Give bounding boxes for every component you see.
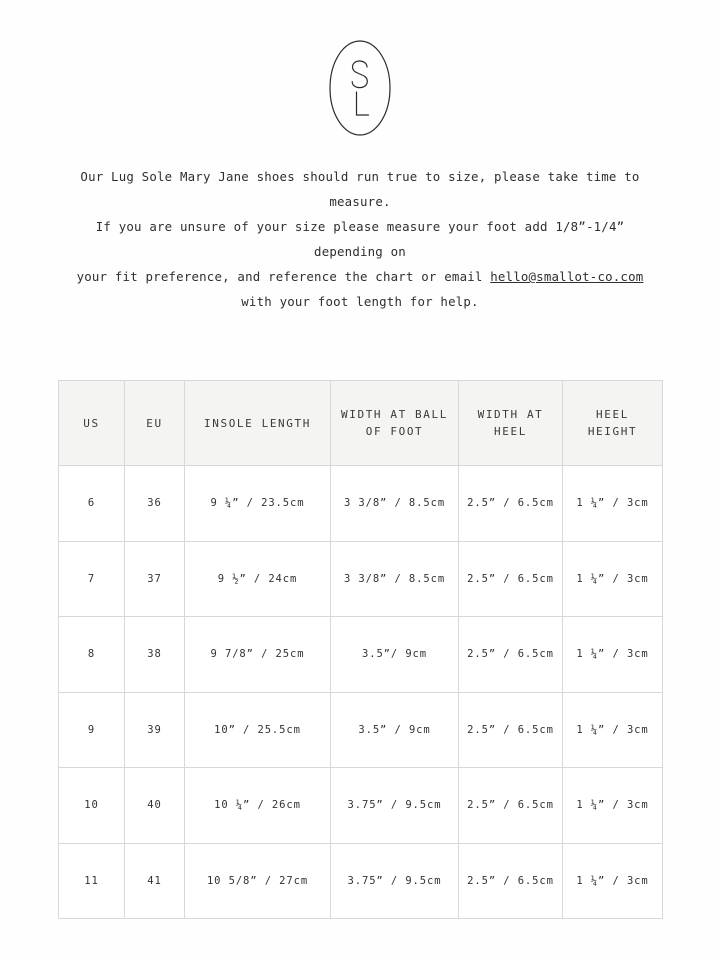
intro-copy — [60, 164, 660, 314]
column-header-eu: EU — [125, 381, 185, 466]
cell-us: 9 — [59, 692, 125, 768]
cell-width-ball: 3.75” / 9.5cm — [331, 843, 459, 919]
table-header — [59, 381, 663, 466]
table-header-row — [59, 381, 663, 466]
cell-insole: 10 ¼” / 26cm — [185, 768, 331, 844]
cell-eu: 39 — [125, 692, 185, 768]
cell-width-heel: 2.5” / 6.5cm — [459, 541, 563, 617]
size-chart-table-wrap — [58, 380, 662, 919]
cell-us: 10 — [59, 768, 125, 844]
cell-us: 6 — [59, 466, 125, 542]
cell-width-ball: 3 3/8” / 8.5cm — [331, 541, 459, 617]
cell-insole: 9 ¼” / 23.5cm — [185, 466, 331, 542]
cell-insole: 9 ½” / 24cm — [185, 541, 331, 617]
column-header-heel-height-line-2: HEIGHT — [587, 425, 638, 438]
cell-width-heel: 2.5” / 6.5cm — [459, 843, 563, 919]
cell-heel-height: 1 ¼” / 3cm — [563, 466, 663, 542]
table-row — [59, 541, 663, 617]
column-header-width-at-heel — [459, 381, 563, 466]
cell-eu: 38 — [125, 617, 185, 693]
table-row — [59, 843, 663, 919]
cell-eu: 41 — [125, 843, 185, 919]
size-chart-table — [58, 380, 663, 919]
column-header-insole-length: INSOLE LENGTH — [185, 381, 331, 466]
contact-email-link[interactable]: hello@smallot-co.com — [490, 269, 644, 284]
table-row — [59, 466, 663, 542]
intro-line-3 — [60, 264, 660, 289]
column-header-heel-width-line-1: WIDTH AT — [477, 408, 544, 421]
cell-eu: 37 — [125, 541, 185, 617]
table-row — [59, 617, 663, 693]
cell-width-ball: 3 3/8” / 8.5cm — [331, 466, 459, 542]
column-header-ball-line-2: OF FOOT — [365, 425, 424, 438]
table-row — [59, 768, 663, 844]
intro-line-4: with your foot length for help. — [241, 294, 479, 309]
cell-eu: 36 — [125, 466, 185, 542]
cell-insole: 10 5/8” / 27cm — [185, 843, 331, 919]
cell-width-ball: 3.5”/ 9cm — [331, 617, 459, 693]
cell-eu: 40 — [125, 768, 185, 844]
cell-width-heel: 2.5” / 6.5cm — [459, 692, 563, 768]
cell-heel-height: 1 ¼” / 3cm — [563, 768, 663, 844]
cell-us: 7 — [59, 541, 125, 617]
cell-heel-height: 1 ¼” / 3cm — [563, 843, 663, 919]
column-header-heel-height — [563, 381, 663, 466]
cell-width-ball: 3.5” / 9cm — [331, 692, 459, 768]
cell-us: 8 — [59, 617, 125, 693]
cell-us: 11 — [59, 843, 125, 919]
column-header-width-at-ball-of-foot — [331, 381, 459, 466]
cell-heel-height: 1 ¼” / 3cm — [563, 617, 663, 693]
intro-line-2: If you are unsure of your size please measure your foot add 1/8”-1/4” depending on — [95, 219, 625, 259]
cell-insole: 10” / 25.5cm — [185, 692, 331, 768]
cell-heel-height: 1 ¼” / 3cm — [563, 692, 663, 768]
cell-width-ball: 3.75” / 9.5cm — [331, 768, 459, 844]
column-header-us: US — [59, 381, 125, 466]
intro-line-3-text: your fit preference, and reference the chart or email — [76, 269, 491, 284]
column-header-heel-width-line-2: HEEL — [494, 425, 527, 438]
cell-width-heel: 2.5” / 6.5cm — [459, 617, 563, 693]
table-row — [59, 692, 663, 768]
cell-width-heel: 2.5” / 6.5cm — [459, 466, 563, 542]
column-header-heel-height-line-1: HEEL — [596, 408, 629, 421]
column-header-ball-line-1: WIDTH AT BALL — [341, 408, 448, 421]
smallot-sl-monogram-icon — [323, 36, 397, 140]
cell-insole: 9 7/8” / 25cm — [185, 617, 331, 693]
intro-line-1: Our Lug Sole Mary Jane shoes should run true to size, please take time to measure. — [80, 169, 640, 209]
cell-heel-height: 1 ¼” / 3cm — [563, 541, 663, 617]
cell-width-heel: 2.5” / 6.5cm — [459, 768, 563, 844]
brand-logo — [0, 0, 720, 120]
table-body — [59, 466, 663, 919]
